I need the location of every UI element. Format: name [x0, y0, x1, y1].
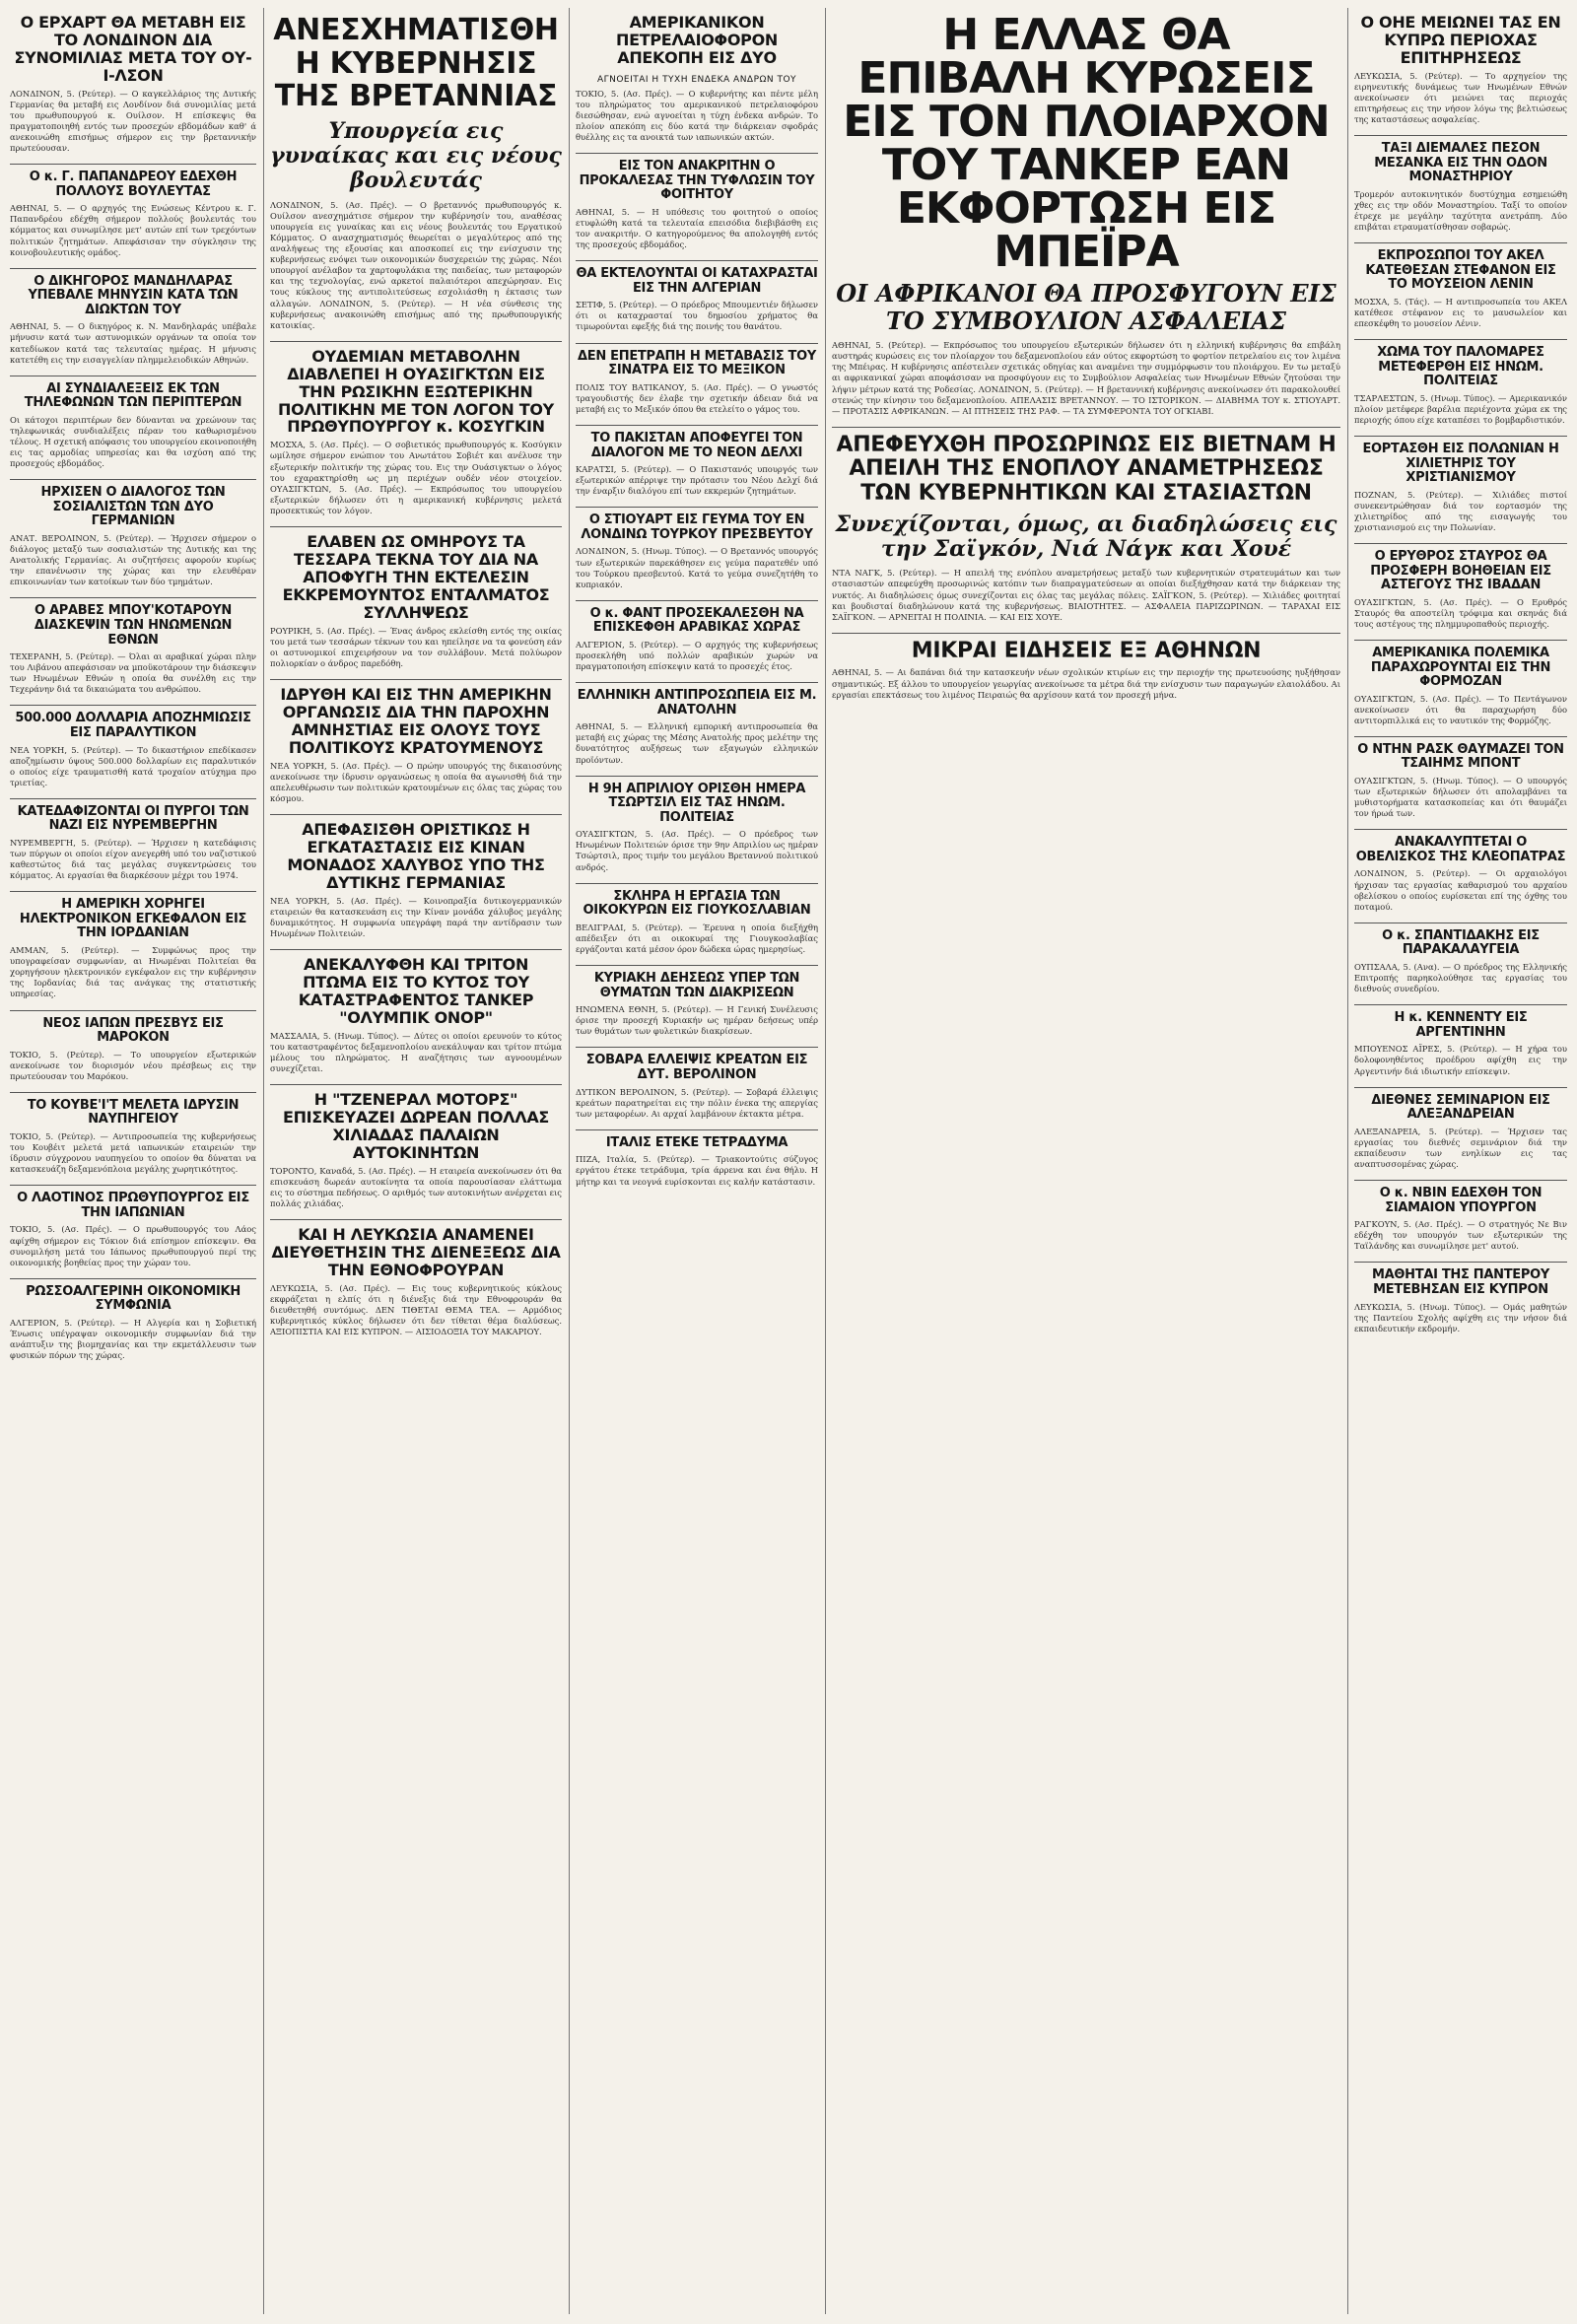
article-headline: ΑΝΕΚΑΛΥΦΘΗ ΚΑΙ ΤΡΙΤΟΝ ΠΤΩΜΑ ΕΙΣ ΤΟ ΚΥΤΟΣ ΤΟΥ ΚΑΤΑΣΤΡΑΦΕΝΤΟΣ ΤΑΝΚΕΡ "ΟΛΥΜΠΙΚ ΟΝΟΡ": [298, 954, 534, 1027]
article-body: ΛΟΝΔΙΝΟΝ, 5. (Ασ. Πρές). — Ο βρεταννός πρωθυπουργός κ. Ουίλσον ανεσχημάτισε σήμερον την κυβέρνησίν του, αναθέσας υπουργεία εις γυναίκας και εις νέους βουλευτάς του Εργατικού Κόμματος. Ο ανασχηματισμός θεωρείται ο μεγαλύτερος από της αναλήψεως της εξουσίας και αποσκοπεί εις την ενίσχυσιν της κυβερνήσεως ενόψει των οικονομικών δυσχερειών της χώρας. Νέοι υπουργοί ανέλαβον τα χαρτοφυλάκια της παιδείας, των μεταφορών και της τεχνολογίας, ενώ αρκετοί παλαιότεροι απεχώρησαν. Εις τους κύκλους της αντιπολιτεύσεως εσχολιάσθη η έκτασις των αλλαγών. ΛΟΝΔΙΝΟΝ, 5. (Ρεύτερ). — Η νέα σύνθεσις της κυβερνήσεως ανακοινώθη επισήμως από της πρωθυπουργικής κατοικίας.: [270, 199, 562, 330]
article-divider: [10, 1092, 256, 1093]
article-body: ΛΕΥΚΩΣΙΑ, 5. (Ασ. Πρές). — Εις τους κυβερνητικούς κύκλους εκφράζεται η ελπίς ότι η διένεξις διά την Εθνοφρουράν θα διευθετηθή συντόμως. ΔΕΝ ΤΙΘΕΤΑΙ ΘΕΜΑ ΤΕΑ. — Αρμόδιος κυβερνητικός κύκλος δήλωσεν ότι δεν τίθεται θέμα διαλύσεως. ΑΞΙΟΠΙΣΤΙΑ ΚΑΙ ΕΙΣ ΚΥΠΡΟΝ. — ΑΙΣΙΟΔΟΞΙΑ ΤΟΥ ΜΑΚΑΡΙΟΥ.: [270, 1282, 562, 1336]
article-body: ΑΘΗΝΑΙ, 5. — Η υπόθεσις του φοιτητού ο οποίος ετυφλώθη κατά τα τελευταία επεισόδια διεβιβάσθη εις τον ανακριτήν. Ο κατηγορούμενος θα απολογηθή εντός της προσεχούς εβδομάδος.: [576, 206, 818, 250]
article-headline: Ο κ. Γ. ΠΑΠΑΝΔΡΕΟΥ ΕΔΕΧΘΗ ΠΟΛΛΟΥΣ ΒΟΥΛΕΥΤΑΣ: [29, 170, 238, 199]
article-headline: ΗΡΧΙΣΕΝ Ο ΔΙΑΛΟΓΟΣ ΤΩΝ ΣΟΣΙΑΛΙΣΤΩΝ ΤΩΝ ΔΥΟ ΓΕΡΜΑΝΙΩΝ: [40, 485, 226, 529]
article-body: ΠΟΖΝΑΝ, 5. (Ρεύτερ). — Χιλιάδες πιστοί συνεκεντρώθησαν διά τον εορτασμόν της χιλιετηρίδος από της εισαγωγής του χριστιανισμού εις την Πολωνίαν.: [1354, 489, 1567, 532]
article-divider: [1354, 135, 1567, 136]
article-divider: [576, 682, 818, 683]
article-body: ΗΝΩΜΕΝΑ ΕΘΝΗ, 5. (Ρεύτερ). — Η Γενική Συνέλευσις όρισε την προσεχή Κυριακήν ως ημέραν δεήσεως υπέρ των θυμάτων των φυλετικών διακρίσεων.: [576, 1004, 818, 1037]
article-body: ΠΙΖΑ, Ιταλία, 5. (Ρεύτερ). — Τριακοντούτις σύζυγος εργάτου έτεκε τετράδυμα, τρία άρρενα και ένα θήλυ. Η μήτηρ και τα νεογνά ευρίσκονται εις καλήν κατάστασιν.: [576, 1154, 818, 1187]
article-body: ΤΣΑΡΛΕΣΤΩΝ, 5. (Ηνωμ. Τύπος). — Αμερικανικόν πλοίον μετέφερε βαρέλια περιέχοντα χώμα εκ της περιοχής όπου είχε καταπέσει το βομβαρδιστικόν.: [1354, 392, 1567, 425]
article-divider: [1354, 1087, 1567, 1088]
article-headline: Η ΑΜΕΡΙΚΗ ΧΟΡΗΓΕΙ ΗΛΕΚΤΡΟΝΙΚΟΝ ΕΓΚΕΦΑΛΟΝ ΕΙΣ ΤΗΝ ΙΟΡΔΑΝΙΑΝ: [19, 897, 247, 941]
news-article: [576, 153, 818, 250]
column-5: [1354, 8, 1567, 2314]
column-divider: [1347, 8, 1348, 2314]
article-body: ΟΥΑΣΙΓΚΤΩΝ, 5. (Ασ. Πρές). — Το Πεντάγωνον ανεκοίνωσεν ότι θα παραχωρήση δύο αντιτορπιλλικά εις το ναυτικόν της Φορμόζης.: [1354, 693, 1567, 725]
news-article: [576, 682, 818, 765]
article-body: ΛΕΥΚΩΣΙΑ, 5. (Ρεύτερ). — Το αρχηγείον της ειρηνευτικής δυνάμεως των Ηνωμένων Εθνών ανεκοίνωσεν ότι μειώνει τας περιοχάς επιτηρήσεως εις την νήσον λόγω της βελτιώσεως της καταστάσεως ασφαλείας.: [1354, 70, 1567, 125]
article-divider: [576, 260, 818, 261]
article-body: ΟΥΑΣΙΓΚΤΩΝ, 5. (Ηνωμ. Τύπος). — Ο υπουργός των εξωτερικών δήλωσεν ότι απολαμβάνει τα μυθιστορήματα κατασκοπείας και ότι θαυμάζει τον ήρωά των.: [1354, 776, 1567, 819]
article-divider: [270, 341, 562, 342]
article-divider: [270, 1219, 562, 1220]
news-article: [1354, 543, 1567, 630]
article-divider: [832, 427, 1340, 428]
article-headline: Η "ΤΖΕΝΕΡΑΛ ΜΟΤΟΡΣ" ΕΠΙΣΚΕΥΑΖΕΙ ΔΩΡΕΑΝ ΠΟΛΛΑΣ ΧΙΛΙΑΔΑΣ ΠΑΛΑΙΩΝ ΑΥΤΟΚΙΝΗΤΩΝ: [282, 1089, 550, 1162]
column-4: [832, 8, 1340, 2314]
news-article: [10, 376, 256, 470]
article-body: ΑΛΓΕΡΙΟΝ, 5. (Ρεύτερ). — Ο αρχηγός της κυβερνήσεως προσεκλήθη υπό πολλών αραβικών χωρών να πραγματοποιήση επίσκεψιν κατά το προσεχές έτος.: [576, 639, 818, 672]
article-divider: [10, 1185, 256, 1186]
article-divider: [10, 1010, 256, 1011]
article-body: ΣΕΤΙΦ, 5. (Ρεύτερ). — Ο πρόεδρος Μπουμεντιέν δήλωσεν ότι οι καταχρασταί του δημοσίου χρήματος θα τιμωρούνται εφεξής διά της ποινής του θανάτου.: [576, 300, 818, 332]
article-body: ΟΥΑΣΙΓΚΤΩΝ, 5. (Ασ. Πρές). — Ο Ερυθρός Σταυρός θα αποστείλη τρόφιμα και σκηνάς διά τους αστέγους της πλημμυροπαθούς περιοχής.: [1354, 596, 1567, 629]
article-divider: [10, 798, 256, 799]
article-headline: ΕΛΑΒΕΝ ΩΣ ΟΜΗΡΟΥΣ ΤΑ ΤΕΣΣΑΡΑ ΤΕΚΝΑ ΤΟΥ ΔΙΑ ΝΑ ΑΠΟΦΥΓΗ ΤΗΝ ΕΚΤΕΛΕΣΙΝ ΕΚΚΡΕΜΟΥΝΤΟΣ ΕΝΤΑΛΜΑΤΟΣ ΣΥΛΛΗΨΕΩΣ: [282, 531, 550, 622]
article-headline: ΚΑΤΕΔΑΦΙΖΟΝΤΑΙ ΟΙ ΠΥΡΓΟΙ ΤΩΝ ΝΑΖΙ ΕΙΣ ΝΥΡΕΜΒΕΡΓΗΝ: [17, 803, 249, 834]
article-headline: ΝΕΟΣ ΙΑΠΩΝ ΠΡΕΣΒΥΣ ΕΙΣ ΜΑΡΟΚΟΝ: [42, 1015, 224, 1046]
article-body: ΑΜΜΑΝ, 5. (Ρεύτερ). — Συμφώνως προς την υπογραφείσαν συμφωνίαν, αι Ηνωμέναι Πολιτείαι θα χορηγήσουν ηλεκτρονικόν εγκέφαλον εις την κυβέρνησιν της Ιορδανίας διά τας ανάγκας της στατιστικής υπηρεσίας.: [10, 945, 256, 999]
news-article: [832, 10, 1340, 417]
news-article: [270, 949, 562, 1074]
article-divider: [576, 965, 818, 966]
news-article: [576, 600, 818, 672]
article-body: ΑΘΗΝΑΙ, 5. — Ο αρχηγός της Ενώσεως Κέντρου κ. Γ. Παπανδρέου εδέχθη σήμερον πολλούς βουλευτάς του κόμματος και συνωμίλησε μετ' αυτών επί των τρεχόντων πολιτικών ζητημάτων. Απεφάσισαν την σύγκλησιν της κοινοβουλευτικής ομάδος.: [10, 203, 256, 257]
article-headline: ΤΑΞΙ ΔΙΕΜΑΛΕΣ ΠΕΣΟΝ ΜΕΣΑΝΚΑ ΕΙΣ ΤΗΝ ΟΔΟΝ ΜΟΝΑΣΤΗΡΙΟΥ: [1374, 141, 1547, 185]
article-body: ΤΟΚΙΟ, 5. (Ασ. Πρές). — Ο κυβερνήτης και πέντε μέλη του πληρώματος του αμερικανικού πετρελαιοφόρου διεσώθησαν, ενώ αγνοείται η τύχη ένδεκα ανδρών. Το πλοίον απεκόπη εις δύο κατά την διάρκειαν σφοδράς θυέλλης εις τα ανοικτά των ιαπωνικών ακτών.: [576, 88, 818, 143]
news-article: [10, 1185, 256, 1267]
article-body: ΤΟΚΙΟ, 5. (Ρεύτερ). — Αντιπροσωπεία της κυβερνήσεως του Κουβέιτ μελετά μετά ιαπωνικών εταιρειών την ίδρυσιν σύγχρονου ναυπηγείου το οποίον θα δύναται να κατασκευάζη δεξαμενόπλοια μεγάλης χωρητικότητος.: [10, 1130, 256, 1175]
news-article: [832, 427, 1340, 623]
article-headline: ΑΙ ΣΥΝΔΙΑΛΕΞΕΙΣ ΕΚ ΤΩΝ ΤΗΛΕΦΩΝΩΝ ΤΩΝ ΠΕΡΙΠΤΕΡΩΝ: [24, 380, 242, 411]
article-headline: ΙΤΑΛΙΣ ΕΤΕΚΕ ΤΕΤΡΑΔΥΜΑ: [605, 1134, 788, 1150]
news-article: [1354, 339, 1567, 426]
column-divider: [825, 8, 826, 2314]
column-2: [270, 8, 562, 2314]
article-headline: ΕΛΛΗΝΙΚΗ ΑΝΤΙΠΡΟΣΩΠΕΙΑ ΕΙΣ Μ. ΑΝΑΤΟΛΗΝ: [577, 688, 817, 718]
article-headline: Η ΕΛΛΑΣ ΘΑ ΕΠΙΒΑΛΗ ΚΥΡΩΣΕΙΣ ΕΙΣ ΤΟΝ ΠΛΟΙΑΡΧΟΝ ΤΟΥ ΤΑΝΚΕΡ ΕΑΝ ΕΚΦΟΡΤΩΣΗ ΕΙΣ ΜΠΕΪΡΑ: [843, 10, 1330, 277]
article-headline: Ο κ. ΣΠΑΝΤΙΔΑΚΗΣ ΕΙΣ ΠΑΡΑΚΑΛΑΥΓΕΙΑ: [1382, 927, 1540, 958]
news-article: [10, 1092, 256, 1175]
article-divider: [10, 891, 256, 892]
news-article: [1354, 736, 1567, 819]
news-article: [1354, 1180, 1567, 1252]
news-article: [576, 14, 818, 143]
article-divider: [1354, 1004, 1567, 1005]
article-body: ΚΑΡΑΤΣΙ, 5. (Ρεύτερ). — Ο Πακιστανός υπουργός των εξωτερικών απέρριψε την πρότασιν του Νέου Δελχί διά την έναρξιν διαλόγου επί των εκκρεμών ζητημάτων.: [576, 464, 818, 497]
article-divider: [576, 600, 818, 601]
article-headline: Ο ΟΗΕ ΜΕΙΩΝΕΙ ΤΑΣ ΕΝ ΚΥΠΡΩ ΠΕΡΙΟΧΑΣ ΕΠΙΤΗΡΗΣΕΩΣ: [1360, 13, 1561, 67]
news-article: [1354, 436, 1567, 533]
article-divider: [576, 776, 818, 777]
article-subheadline: ΟΙ ΑΦΡΙΚΑΝΟΙ ΘΑ ΠΡΟΣΦΥΓΟΥΝ ΕΙΣ ΤΟ ΣΥΜΒΟΥΛΙΟΝ ΑΣΦΑΛΕΙΑΣ: [836, 279, 1337, 335]
news-article: [1354, 1087, 1567, 1170]
news-article: [10, 479, 256, 587]
news-article: [1354, 135, 1567, 233]
article-headline: Η κ. ΚΕΝΝΕΝΤΥ ΕΙΣ ΑΡΓΕΝΤΙΝΗΝ: [1394, 1010, 1528, 1040]
article-divider: [576, 507, 818, 508]
article-divider: [10, 597, 256, 598]
article-divider: [10, 479, 256, 480]
article-divider: [10, 164, 256, 165]
article-body: ΛΕΥΚΩΣΙΑ, 5. (Ηνωμ. Τύπος). — Ομάς μαθητών της Παντείου Σχολής αφίχθη εις την νήσον διά εκπαιδευτικήν εκδρομήν.: [1354, 1301, 1567, 1333]
article-headline: ΑΜΕΡΙΚΑΝΙΚΟΝ ΠΕΤΡΕΛΑΙΟΦΟΡΟΝ ΑΠΕΚΟΠΗ ΕΙΣ ΔΥΟ: [616, 13, 778, 67]
article-body: ΒΕΛΙΓΡΑΔΙ, 5. (Ρεύτερ). — Έρευνα η οποία διεξήχθη απέδειξεν ότι αι οικοκυραί της Γιουγκοσλαβίας εργάζονται κατά μέσον όρον δώδεκα ώρας ημερησίως.: [576, 922, 818, 954]
column-divider: [569, 8, 570, 2314]
news-article: [576, 883, 818, 955]
article-body: ΤΟΚΙΟ, 5. (Ρεύτερ). — Το υπουργείον εξωτερικών ανεκοίνωσε τον διορισμόν νέου πρέσβεως εις την πρωτεύουσαν του Μαρόκου.: [10, 1049, 256, 1081]
article-body: ΛΟΝΔΙΝΟΝ, 5. (Ρεύτερ). — Οι αρχαιολόγοι ήρχισαν τας εργασίας καθαρισμού του αρχαίου οβελίσκου ο οποίος ευρίσκεται επί της όχθης του ποταμού.: [1354, 868, 1567, 912]
article-body: ΡΑΓΚΟΥΝ, 5. (Ασ. Πρές). — Ο στρατηγός Νε Βιν εδέχθη τον υπουργόν των εξωτερικών της Ταϊλάνδης και συνωμίλησε μετ' αυτού.: [1354, 1219, 1567, 1252]
article-body: ΜΑΣΣΑΛΙΑ, 5. (Ηνωμ. Τύπος). — Δύτες οι οποίοι ερευνούν το κύτος του καταστραφέντος δεξαμενοπλοίου ανεκάλυψαν και τρίτον πτώμα μέλους του πληρώματος. Η αναζήτησις των αγνοουμένων συνεχίζεται.: [270, 1030, 562, 1073]
news-article: [270, 679, 562, 804]
article-body: ΛΟΝΔΙΝΟΝ, 5. (Ηνωμ. Τύπος). — Ο Βρεταννός υπουργός των εξωτερικών παρεκάθησεν εις γεύμα παρατεθέν υπό του Τούρκου πρεσβευτού. Κατά το γεύμα συνεζητήθη το κυπριακόν.: [576, 546, 818, 589]
article-headline: ΕΟΡΤΑΣΘΗ ΕΙΣ ΠΟΛΩΝΙΑΝ Η ΧΙΛΙΕΤΗΡΙΣ ΤΟΥ ΧΡΙΣΤΙΑΝΙΣΜΟΥ: [1362, 442, 1559, 486]
article-divider: [270, 814, 562, 815]
article-body: ΝΥΡΕΜΒΕΡΓΗ, 5. (Ρεύτερ). — Ήρχισεν η κατεδάφισις των πύργων οι οποίοι είχον ανεγερθή υπό του ναζιστικού καθεστώτος διά τας μεγάλας συγκεντρώσεις του κόμματος. Αι εργασίαι θα διαρκέσουν μέχρι του 1974.: [10, 838, 256, 881]
news-article: [270, 1219, 562, 1337]
news-article: [1354, 829, 1567, 912]
article-divider: [1354, 339, 1567, 340]
article-headline: ΕΚΠΡΟΣΩΠΟΙ ΤΟΥ ΑΚΕΛ ΚΑΤΕΘΕΣΑΝ ΣΤΕΦΑΝΟΝ ΕΙΣ ΤΟ ΜΟΥΣΕΙΟΝ ΛΕΝΙΝ: [1365, 248, 1556, 293]
article-headline: ΤΟ ΚΟΥΒΕ'Ι'Τ ΜΕΛΕΤΑ ΙΔΡΥΣΙΝ ΝΑΥΠΗΓΕΙΟΥ: [27, 1097, 240, 1128]
news-article: [10, 891, 256, 999]
article-divider: [270, 1084, 562, 1085]
article-headline: ΔΙΕΘΝΕΣ ΣΕΜΙΝΑΡΙΟΝ ΕΙΣ ΑΛΕΞΑΝΔΡΕΙΑΝ: [1371, 1092, 1550, 1123]
article-divider: [1354, 1262, 1567, 1263]
article-body: ΤΟΚΙΟ, 5. (Ασ. Πρές). — Ο πρωθυπουργός του Λάος αφίχθη σήμερον εις Τόκιον διά επίσημον επίσκεψιν. Θα συνομιλήση μετά του Ιάπωνος πρωθυπουργού περί της οικονομικής βοηθείας προς την χώραν του.: [10, 1224, 256, 1267]
news-article: [1354, 1262, 1567, 1333]
article-headline: ΣΚΛΗΡΑ Η ΕΡΓΑΣΙΑ ΤΩΝ ΟΙΚΟΚΥΡΩΝ ΕΙΣ ΓΙΟΥΚΟΣΛΑΒΙΑΝ: [583, 888, 811, 919]
article-body: ΝΕΑ ΥΟΡΚΗ, 5. (Ασ. Πρές). — Ο πρώην υπουργός της δικαιοσύνης ανεκοίνωσε την ίδρυσιν οργανώσεως η οποία θα αγωνισθή διά την απελευθέρωσιν των πολιτικών κρατουμένων εις όλας τας χώρας του κόσμου.: [270, 760, 562, 803]
article-body: ΑΘΗΝΑΙ, 5. — Ο δικηγόρος κ. Ν. Μανδηλαράς υπέβαλε μήνυσιν κατά των αστυνομικών οργάνων τα οποία τον κατεδίωκον κατά τας τελευταίας ημέρας. Η μήνυσις κατετέθη εις την εισαγγελίαν πλημμελειοδικών Αθηνών.: [10, 321, 256, 365]
article-subheadline: Συνεχίζονται, όμως, αι διαδηλώσεις εις την Σαϊγκόν, Νιά Νάγκ και Χουέ: [835, 511, 1337, 563]
article-divider: [270, 949, 562, 950]
article-headline: 500.000 ΔΟΛΛΑΡΙΑ ΑΠΟΖΗΜΙΩΣΙΣ ΕΙΣ ΠΑΡΑΛΥΤΙΚΟΝ: [15, 711, 251, 740]
news-article: [10, 798, 256, 881]
article-body: ΑΛΓΕΡΙΟΝ, 5. (Ρεύτερ). — Η Αλγερία και η Σοβιετική Ένωσις υπέγραψαν οικονομικήν συμφωνίαν διά την ανάπτυξιν της βιομηχανίας και την εκμετάλλευσιν των φυσικών πόρων της χώρας.: [10, 1317, 256, 1361]
article-body: ΤΟΡΟΝΤΟ, Καναδά, 5. (Ασ. Πρές). — Η εταιρεία ανεκοίνωσεν ότι θα επισκευάση δωρεάν αυτοκίνητα τα οποία παρουσίασαν ελάττωμα εις το σύστημα πεδήσεως. Ο αριθμός των αυτοκινήτων ανέρχεται εις πολλάς χιλιάδας.: [270, 1165, 562, 1208]
news-article: [576, 776, 818, 873]
news-article: [1354, 640, 1567, 726]
article-headline: ΑΠΕΦΑΣΙΣΘΗ ΟΡΙΣΤΙΚΩΣ Η ΕΓΚΑΤΑΣΤΑΣΙΣ ΕΙΣ ΚΙΝΑΝ ΜΟΝΑΔΟΣ ΧΑΛΥΒΟΣ ΥΠΟ ΤΗΣ ΔΥΤΙΚΗΣ ΓΕΡΜΑΝΙΑΣ: [287, 819, 545, 892]
article-body: ΟΥΑΣΙΓΚΤΩΝ, 5. (Ασ. Πρές). — Ο πρόεδρος των Ηνωμένων Πολιτειών όρισε την 9ην Απριλίου ως ημέραν Τσώρτσιλ, προς τιμήν του μεγάλου Βρεταννού πολιτικού ανδρός.: [576, 829, 818, 872]
news-article: [576, 425, 818, 497]
article-divider: [1354, 829, 1567, 830]
article-divider: [1354, 242, 1567, 243]
article-headline: ΑΜΕΡΙΚΑΝΙΚΑ ΠΟΛΕΜΙΚΑ ΠΑΡΑΧΩΡΟΥΝΤΑΙ ΕΙΣ ΤΗΝ ΦΟΡΜΟΖΑΝ: [1370, 645, 1551, 690]
article-headline: ΕΙΣ ΤΟΝ ΑΝΑΚΡΙΤΗΝ Ο ΠΡΟΚΑΛΕΣΑΣ ΤΗΝ ΤΥΦΛΩΣΙΝ ΤΟΥ ΦΟΙΤΗΤΟΥ: [579, 159, 815, 203]
article-headline: ΑΝΕΣΧΗΜΑΤΙΣΘΗ Η ΚΥΒΕΡΝΗΣΙΣ ΤΗΣ ΒΡΕΤΑΝΝΙΑΣ: [273, 13, 559, 114]
news-article: [10, 14, 256, 154]
article-body: ΜΠΟΥΕΝΟΣ ΑΪΡΕΣ, 5. (Ρεύτερ). — Η χήρα του δολοφονηθέντος προέδρου αφίχθη εις την Αργεντινήν διά ιδιωτικήν επίσκεψιν.: [1354, 1044, 1567, 1076]
article-body: ΝΤΑ ΝΑΓΚ, 5. (Ρεύτερ). — Η απειλή της ενόπλου αναμετρήσεως μεταξύ των κυβερνητικών στρατευμάτων και των στασιαστών απεφεύχθη προσωρινώς κατόπιν των διαπραγματεύσεων αι οποίαι διεξήχθησαν κατά την διάρκειαν της νυκτός. Αι διαδηλώσεις όμως συνεχίζονται εις όλας τας μεγάλας πόλεις. ΣΑΪΓΚΟΝ, 5. (Ρεύτερ). — Χιλιάδες φοιτηταί και βουδισταί διαδηλώνουν κατά της κυβερνήσεως. ΒΙΑΙΟΤΗΤΕΣ. — ΑΣΦΑΛΕΙΑ ΠΑΡΙΖΩΡΙΝΩΝ. — ΤΑΡΑΧΑΙ ΕΙΣ ΣΑΪΓΚΟΝ. — ΑΡΝΕΙΤΑΙ Η ΠΟΛΙΝΙΑ. — ΚΑΙ ΕΙΣ ΧΟΥΕ.: [832, 568, 1340, 622]
article-divider: [10, 268, 256, 269]
news-article: [1354, 14, 1567, 125]
column-1: [10, 8, 256, 2314]
article-headline: ΔΕΝ ΕΠΕΤΡΑΠΗ Η ΜΕΤΑΒΑΣΙΣ ΤΟΥ ΣΙΝΑΤΡΑ ΕΙΣ ΤΟ ΜΕΞΙΚΟΝ: [578, 348, 816, 378]
article-body: ΑΘΗΝΑΙ, 5. (Ρεύτερ). — Εκπρόσωπος του υπουργείου εξωτερικών δήλωσεν ότι η ελληνική κυβέρνησις θα επιβάλη αυστηράς κυρώσεις εις τον πλοίαρχον του δεξαμενοπλοίου εάν ούτος εκφορτώση το φορτίον πετρελαίου εις τον λιμένα της Μπέιρας. Η κυβέρνησις απέστειλεν σχετικάς οδηγίας και αναμένει την συμμόρφωσιν του πλοιάρχου. Εν τω μεταξύ αι αφρικανικαί χώραι αποφάσισαν να προσφύγουν εις το Συμβούλιον Ασφαλείας των Ηνωμένων Εθνών ζητούσαι την λήψιν μέτρων κατά της Ροδεσίας. ΛΟΝΔΙΝΟΝ, 5. (Ρεύτερ). — Η βρεταννική κυβέρνησις ανεκοίνωσεν ότι παρακολουθεί στενώς την κίνησιν του δεξαμενοπλοίου. ΑΠΕΛΑΣΙΣ ΒΡΕΤΑΝΝΟΥ. — ΤΟ ΙΣΤΟΡΙΚΟΝ. — ΔΙΑΒΗΜΑ ΤΟΥ κ. ΣΤΙΟΥΑΡΤ. — ΠΡΟΤΑΣΙΣ ΑΦΡΙΚΑΝΩΝ. — ΑΙ ΠΤΗΣΕΙΣ ΤΗΣ ΡΑΦ. — ΤΑ ΣΥΜΦΕΡΟΝΤΑ ΤΟΥ ΟΓΚΙΑΒΙ.: [832, 340, 1340, 416]
article-headline: Ο ΛΑΟΤΙΝΟΣ ΠΡΩΘΥΠΟΥΡΓΟΣ ΕΙΣ ΤΗΝ ΙΑΠΩΝΙΑΝ: [17, 1191, 249, 1220]
article-divider: [270, 679, 562, 680]
news-article: [270, 1084, 562, 1209]
news-article: [10, 705, 256, 787]
article-divider: [1354, 640, 1567, 641]
news-article: [576, 507, 818, 589]
article-headline: ΜΙΚΡΑΙ ΕΙΔΗΣΕΙΣ ΕΞ ΑΘΗΝΩΝ: [911, 638, 1262, 663]
news-article: [10, 1278, 256, 1361]
article-divider: [832, 633, 1340, 634]
news-article: [270, 341, 562, 516]
article-divider: [10, 1278, 256, 1279]
news-article: [576, 1129, 818, 1188]
article-body: ΑΘΗΝΑΙ, 5. — Ελληνική εμπορική αντιπροσωπεία θα μεταβή εις χώρας της Μέσης Ανατολής προς μελέτην της δυνατότητος αυξήσεως των εξαγωγών ελληνικών προϊόντων.: [576, 721, 818, 765]
column-3: [576, 8, 818, 2314]
news-article: [10, 268, 256, 366]
article-headline: Ο ΕΡΥΘΡΟΣ ΣΤΑΥΡΟΣ ΘΑ ΠΡΟΣΦΕΡΗ ΒΟΗΘΕΙΑΝ ΕΙΣ ΑΣΤΕΓΟΥΣ ΤΗΣ ΙΒΑΔΑΝ: [1370, 549, 1551, 593]
article-headline: Ο ΕΡΧΑΡΤ ΘΑ ΜΕΤΑΒΗ ΕΙΣ ΤΟ ΛΟΝΔΙΝΟΝ ΔΙΑ ΣΥΝΟΜΙΛΙΑΣ ΜΕΤΑ ΤΟΥ ΟΥ-Ι-ΛΣΟΝ: [14, 13, 252, 85]
news-article: [576, 965, 818, 1037]
article-subheadline: Υπουργεία εις γυναίκας και εις νέους βουλευτάς: [270, 117, 562, 194]
news-article: [1354, 923, 1567, 994]
article-body: ΑΝΑΤ. ΒΕΡΟΛΙΝΟΝ, 5. (Ρεύτερ). — Ήρχισεν σήμερον ο διάλογος μεταξύ των σοσιαλιστών της Δυτικής και της Ανατολικής Γερμανίας. Αι συζητήσεις αφορούν κυρίως την επανένωσιν της χώρας και την ελευθέραν επικοινωνίαν των κατοίκων των δύο τμημάτων.: [10, 532, 256, 587]
article-divider: [10, 705, 256, 706]
article-body: ΑΛΕΞΑΝΔΡΕΙΑ, 5. (Ρεύτερ). — Ήρχισεν τας εργασίας του διεθνές σεμινάριον διά την εκπαίδευσιν των ενηλίκων εις τας αναπτυσσομένας χώρας.: [1354, 1126, 1567, 1169]
article-headline: ΑΠΕΦΕΥΧΘΗ ΠΡΟΣΩΡΙΝΩΣ ΕΙΣ ΒΙΕΤΝΑΜ Η ΑΠΕΙΛΗ ΤΗΣ ΕΝΟΠΛΟΥ ΑΝΑΜΕΤΡΗΣΕΩΣ ΤΩΝ ΚΥΒΕΡΝΗΤΙΚΩΝ ΚΑΙ ΣΤΑΣΙΑΣΤΩΝ: [836, 432, 1337, 507]
article-divider: [1354, 1180, 1567, 1181]
news-article: [1354, 242, 1567, 329]
article-divider: [1354, 736, 1567, 737]
article-divider: [270, 526, 562, 527]
news-article: [270, 14, 562, 331]
article-divider: [576, 153, 818, 154]
article-headline: Ο ΑΡΑΒΕΣ ΜΠΟΥ'ΚΟΤΑΡΟΥΝ ΔΙΑΣΚΕΨΙΝ ΤΩΝ ΗΝΩΜΕΝΩΝ ΕΘΝΩΝ: [34, 603, 233, 648]
article-divider: [576, 883, 818, 884]
news-article: [270, 814, 562, 939]
article-body: ΟΥΠΣΑΛΑ, 5. (Ανα). — Ο πρόεδρος της Ελληνικής Επιτροπής παρηκολούθησε τας εργασίας του διεθνούς συνεδρίου.: [1354, 961, 1567, 994]
article-headline: ΧΩΜΑ ΤΟΥ ΠΑΛΟΜΑΡΕΣ ΜΕΤΕΦΕΡΘΗ ΕΙΣ ΗΝΩΜ. ΠΟΛΙΤΕΙΑΣ: [1377, 345, 1544, 389]
article-headline: Ο ΝΤΗΝ ΡΑΣΚ ΘΑΥΜΑΖΕΙ ΤΟΝ ΤΣΑΙΗΜΣ ΜΠΟΝΤ: [1357, 741, 1564, 772]
article-body: ΔΥΤΙΚΟΝ ΒΕΡΟΛΙΝΟΝ, 5. (Ρεύτερ). — Σοβαρά έλλειψις κρεάτων παρατηρείται εις την πόλιν ένεκα της απεργίας των μεταφορέων. Αι αρχαί λαμβάνουν έκτακτα μέτρα.: [576, 1086, 818, 1119]
article-headline: ΚΑΙ Η ΛΕΥΚΩΣΙΑ ΑΝΑΜΕΝΕΙ ΔΙΕΥΘΕΤΗΣΙΝ ΤΗΣ ΔΙΕΝΕΞΕΩΣ ΔΙΑ ΤΗΝ ΕΘΝΟΦΡΟΥΡΑΝ: [271, 1224, 561, 1279]
article-body: ΛΟΝΔΙΝΟΝ, 5. (Ρεύτερ). — Ο καγκελλάριος της Δυτικής Γερμανίας θα μεταβή εις Λονδίνον διά συνομιλίας μετά του πρωθυπουργού κ. Ουίλσον. Η επίσκεψις θα πραγματοποιηθή εντός των προσεχών εβδομάδων καθ' ά ανεκοινώθη επισήμως σήμερον εις την βρεταννικήν πρωτεύουσαν.: [10, 88, 256, 154]
article-divider: [576, 1129, 818, 1130]
article-headline: ΘΑ ΕΚΤΕΛΟΥΝΤΑΙ ΟΙ ΚΑΤΑΧΡΑΣΤΑΙ ΕΙΣ ΤΗΝ ΑΛΓΕΡΙΑΝ: [576, 266, 818, 296]
news-article: [270, 526, 562, 669]
article-body: ΜΟΣΧΑ, 5. (Ασ. Πρές). — Ο σοβιετικός πρωθυπουργός κ. Κοσύγκιν ωμίλησε σήμερον ενώπιον του Ανωτάτου Σοβιέτ και ανέλυσε την εξωτερικήν πολιτικήν της χώρας του. Εις την Ουάσιγκτων ο λόγος του εχαρακτηρίσθη ως μη περιέχων ουδέν νέον στοιχείον. ΟΥΑΣΙΓΚΤΩΝ, 5. (Ασ. Πρές). — Εκπρόσωπος του υπουργείου εξωτερικών δήλωσεν ότι η αμερικανική κυβέρνησις μελετά προσεκτικώς τον λόγον.: [270, 440, 562, 515]
article-body: ΑΘΗΝΑΙ, 5. — Αι δαπάναι διά την κατασκευήν νέων σχολικών κτιρίων εις την περιοχήν της πρωτευούσης ηυξήθησαν σημαντικώς. Εξ άλλου το υπουργείον γεωργίας ανεκοίνωσε τα μέτρα διά την ενίσχυσιν των παραγωγών ελαιολάδου. Αι εργασίαι επεκτάσεως του λιμένος Πειραιώς θα αρχίσουν κατά τον προσεχή μήνα.: [832, 667, 1340, 700]
news-article: [10, 164, 256, 258]
article-divider: [1354, 543, 1567, 544]
article-headline: Ο κ. ΦΑΝΤ ΠΡΟΣΕΚΑΛΕΣΘΗ ΝΑ ΕΠΙΣΚΕΦΘΗ ΑΡΑΒΙΚΑΣ ΧΩΡΑΣ: [589, 605, 804, 636]
article-body: ΤΕΧΕΡΑΝΗ, 5. (Ρεύτερ). — Όλαι αι αραβικαί χώραι πλην του Λιβάνου απεφάσισαν να μποϋκοτάρουν την διάσκεψιν των Ηνωμένων Εθνών η οποία θα συνέλθη εις την Τεχεράνην διά τα δικαιώματα του ανθρώπου.: [10, 651, 256, 695]
article-body: ΝΕΑ ΥΟΡΚΗ, 5. (Ρεύτερ). — Το δικαστήριον επεδίκασεν αποζημίωσιν ύψους 500.000 δολλαρίων εις παραλυτικόν ο οποίος είχε τραυματισθή κατά τροχαίον ατύχημα προ τριετίας.: [10, 744, 256, 787]
article-body: ΝΕΑ ΥΟΡΚΗ, 5. (Ασ. Πρές). — Κοινοπραξία δυτικογερμανικών εταιρειών θα κατασκευάση εις την Κίναν μονάδα χάλυβος μεγάλης δυναμικότητος. Η συμφωνία υπεγράφη παρά την αντίδρασιν των Ηνωμένων Πολιτειών.: [270, 895, 562, 938]
article-divider: [576, 343, 818, 344]
article-headline: ΡΩΣΣΟΑΛΓΕΡΙΝΗ ΟΙΚΟΝΟΜΙΚΗ ΣΥΜΦΩΝΙΑ: [26, 1283, 240, 1314]
article-divider: [576, 1047, 818, 1048]
column-divider: [263, 8, 264, 2314]
article-body: ΡΟΥΡΙΚΗ, 5. (Ασ. Πρές). — Ένας άνδρος εκλείσθη εντός της οικίας του μετά των τεσσάρων τέκνων του και ηπείλησε να τα φονεύση εάν οι αστυνομικοί επιχειρήσουν να τον συλλάβουν. Μετά πολύωρον πολιορκίαν ο άνδρος παρεδόθη.: [270, 625, 562, 668]
article-headline: ΙΔΡΥΘΗ ΚΑΙ ΕΙΣ ΤΗΝ ΑΜΕΡΙΚΗΝ ΟΡΓΑΝΩΣΙΣ ΔΙΑ ΤΗΝ ΠΑΡΟΧΗΝ ΑΜΝΗΣΤΙΑΣ ΕΙΣ ΟΛΟΥΣ ΤΟΥΣ ΠΟΛΙΤΙΚΟΥΣ ΚΡΑΤΟΥΜΕΝΟΥΣ: [280, 684, 552, 757]
article-headline: ΣΟΒΑΡΑ ΕΛΛΕΙΨΙΣ ΚΡΕΑΤΩΝ ΕΙΣ ΔΥΤ. ΒΕΡΟΛΙΝΟΝ: [585, 1053, 808, 1082]
article-divider: [1354, 436, 1567, 437]
article-headline: Ο ΔΙΚΗΓΟΡΟΣ ΜΑΝΔΗΛΑΡΑΣ ΥΠΕΒΑΛΕ ΜΗΝΥΣΙΝ ΚΑΤΑ ΤΩΝ ΔΙΩΚΤΩΝ ΤΟΥ: [28, 273, 239, 317]
news-article: [576, 260, 818, 332]
news-article: [10, 597, 256, 695]
article-headline: ΑΝΑΚΑΛΥΠΤΕΤΑΙ Ο ΟΒΕΛΙΣΚΟΣ ΤΗΣ ΚΛΕΟΠΑΤΡΑΣ: [1355, 835, 1566, 864]
article-headline: Η 9Η ΑΠΡΙΛΙΟΥ ΟΡΙΣΘΗ ΗΜΕΡΑ ΤΣΩΡΤΣΙΛ ΕΙΣ ΤΑΣ ΗΝΩΜ. ΠΟΛΙΤΕΙΑΣ: [587, 781, 806, 825]
news-article: [10, 1010, 256, 1082]
news-article: [576, 1047, 818, 1119]
article-body: ΠΟΛΙΣ ΤΟΥ ΒΑΤΙΚΑΝΟΥ, 5. (Ασ. Πρές). — Ο γνωστός τραγουδιστής δεν έλαβε την σχετικήν άδειαν διά να μεταβή εις το Μεξικόν όπου θα ετελείτο ο γάμος του.: [576, 381, 818, 414]
article-body: Οι κάτοχοι περιπτέρων δεν δύνανται να χρεώνουν τας τηλεφωνικάς συνδιαλέξεις πέραν του καθωρισμένου τέλους. Η σχετική απόφασις του υπουργείου εκοινοποιήθη εις τας αρμοδίας υπηρεσίας και θα ισχύση από της προσεχούς εβδομάδος.: [10, 414, 256, 469]
article-headline: ΜΑΘΗΤΑΙ ΤΗΣ ΠΑΝΤΕΡΟΥ ΜΕΤΕΒΗΣΑΝ ΕΙΣ ΚΥΠΡΟΝ: [1372, 1267, 1549, 1297]
article-divider: [576, 425, 818, 426]
news-article: [1354, 1004, 1567, 1076]
article-headline: ΤΟ ΠΑΚΙΣΤΑΝ ΑΠΟΦΕΥΓΕΙ ΤΟΝ ΔΙΑΛΟΓΟΝ ΜΕ ΤΟ ΝΕΟΝ ΔΕΛΧΙ: [590, 430, 803, 460]
article-headline: Ο ΣΤΙΟΥΑΡΤ ΕΙΣ ΓΕΥΜΑ ΤΟΥ ΕΝ ΛΟΝΔΙΝΩ ΤΟΥΡΚΟΥ ΠΡΕΣΒΕΥΤΟΥ: [581, 513, 813, 542]
article-headline: ΟΥΔΕΜΙΑΝ ΜΕΤΑΒΟΛΗΝ ΔΙΑΒΛΕΠΕΙ Η ΟΥΑΣΙΓΚΤΩΝ ΕΙΣ ΤΗΝ ΡΩΣΙΚΗΝ ΕΞΩΤΕΡΙΚΗΝ ΠΟΛΙΤΙΚΗΝ ΜΕ ΤΟΝ ΛΟΓΟΝ ΤΟΥ ΠΡΩΘΥΠΟΥΡΓΟΥ κ. ΚΟΣΥΓΚΙΝ: [278, 346, 554, 437]
news-article: [576, 343, 818, 415]
article-headline: Ο κ. ΝΒΙΝ ΕΔΕΧΘΗ ΤΟΝ ΣΙΑΜΑΙΟΝ ΥΠΟΥΡΓΟΝ: [1379, 1186, 1543, 1215]
article-kicker: ΑΓΝΟΕΙΤΑΙ Η ΤΥΧΗ ΕΝΔΕΚΑ ΑΝΔΡΩΝ ΤΟΥ: [596, 74, 797, 85]
news-article: [832, 633, 1340, 701]
article-body: ΜΟΣΧΑ, 5. (Τάς). — Η αντιπροσωπεία του ΑΚΕΛ κατέθεσε στέφανον εις το μαυσωλείον και επεσκέφθη το μουσείον Λένιν.: [1354, 296, 1567, 329]
article-headline: ΚΥΡΙΑΚΗ ΔΕΗΣΕΩΣ ΥΠΕΡ ΤΩΝ ΘΥΜΑΤΩΝ ΤΩΝ ΔΙΑΚΡΙΣΕΩΝ: [593, 971, 800, 1000]
article-body: Τρομερόν αυτοκινητικόν δυστύχημα εσημειώθη χθες εις την οδόν Μοναστηρίου. Ταξί το οποίον έτρεχε με μεγάλην ταχύτητα ανετράπη. Δύο επιβάται ετραυματίσθησαν σοβαρώς.: [1354, 188, 1567, 233]
